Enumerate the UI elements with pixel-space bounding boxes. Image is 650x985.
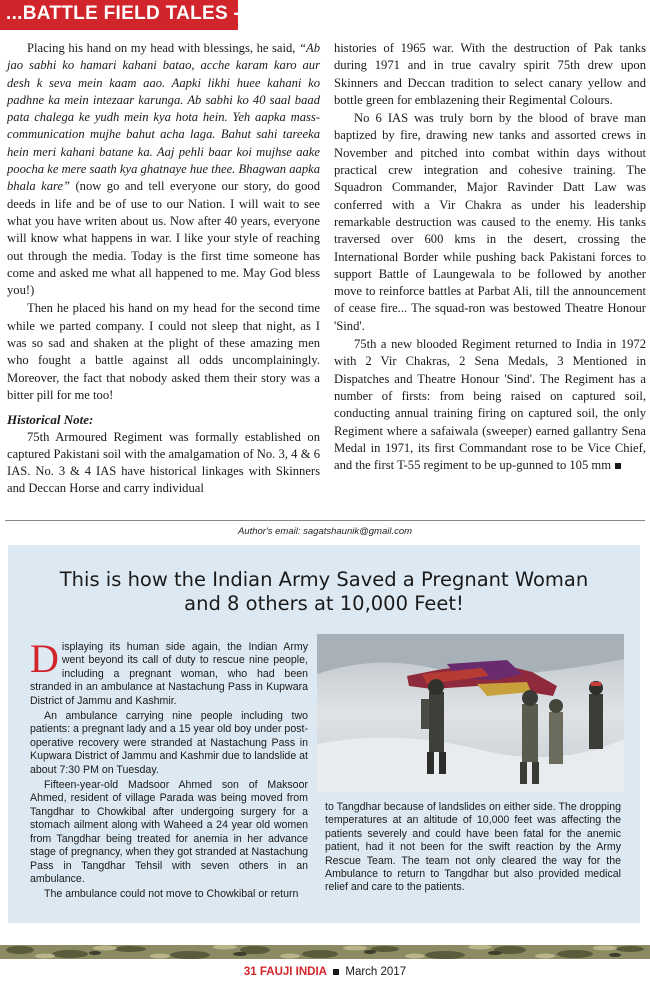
article-paragraph: Then he placed his hand on my head for the second time while we parted company. I could not sleep that night, as I was so sad and shaken at the plight of these amazing men who fought a battle against all odds uncomplainingly. Moreover, the fact that nobody asked them their story was a bitter pill for me too! bbox=[7, 301, 320, 402]
story-title bbox=[8, 568, 640, 616]
article-left-column bbox=[7, 40, 320, 498]
story-paragraph bbox=[30, 636, 308, 708]
author-email: Author's email: sagatshaunik@gmail.com bbox=[237, 526, 413, 537]
issue-date: March 2017 bbox=[345, 966, 407, 978]
paragraph-text: isplaying its human side again, the Indian Army went beyond its call of duty to rescue nine people, including a pregnant woman, who had been stranded in an ambulance at Nastachung Pass in Kupwara District of Jammu and Kashmir. bbox=[30, 641, 308, 707]
rescue-photo-illustration bbox=[317, 634, 624, 792]
divider bbox=[5, 520, 645, 521]
story-paragraph: An ambulance carrying nine people including two patients: a pregnant lady and a 15 year old boy under post-operative recovery were stranded at Nastachung Pass in Kupwara District of Jammu and Kashmir due to landslide at about 7:30 PM on Tuesday. bbox=[30, 710, 308, 776]
drop-cap: D bbox=[30, 636, 59, 681]
hindi-quote: “Ab jao sabhi ko hamari kahani batao, acche karam karo aur desh k seva mein kaam aao. Aapki likhi huee kahani ko padhne ka mein intezaar karunga. Ab sabhi ko 40 saal baad pata chalega ke yudh mein kya hota hein. Yeh aapka mass-communication mujhe bahut acha laga. Bahut sahi tareeka hein meri kahani batane ka. Aaj pehli baar koi mujhse aake poocha ke mere saath kya ghatnaye hue thee. Bhagwan aapka bhala kare” bbox=[7, 41, 320, 194]
story-left-column bbox=[30, 636, 308, 904]
section-title: ...BATTLE FIELD TALES - 9 bbox=[6, 3, 257, 24]
paragraph-text: Placing his hand on my head with blessings, he said, bbox=[27, 41, 299, 55]
page-number: 31 bbox=[243, 966, 257, 978]
article-paragraph: No 6 IAS was truly born by the blood of brave man baptized by fire, drawing new tanks and assorted crews in November and pitched into combat within days without practical crew integration and cohesive training. The Squadron Commander, Major Ravinder Datt Law was conferred with a Vir Chakra as under his leadership remarkable destruction was caused to the enemy. His tanks traversed over 600 kms in the desert, crossing the International Border while pushing back Pakistani forces to support Battle of Laungewala to be followed by another move to reinforce battles at Parbat Ali, till the announcement of cease fire... The squad-ron was bestowed Theatre Honour 'Sind'. bbox=[334, 111, 646, 333]
historical-note-heading: Historical Note: bbox=[7, 412, 94, 428]
story-box bbox=[8, 545, 640, 923]
story-right-column bbox=[325, 801, 621, 895]
end-mark-icon bbox=[615, 463, 621, 469]
camouflage-strip bbox=[0, 945, 650, 959]
article-paragraph bbox=[7, 40, 320, 299]
article-paragraph: 75th Armoured Regiment was formally established on captured Pakistani soil with the amalgamation of No. 3, 4 & 6 IAS. No. 3 & 4 IAS have historical linkages with Skinners and Deccan Horse and carry individual bbox=[7, 429, 320, 496]
paragraph-text: (now go and tell everyone our story, do good deeds in life and be of use to our Nation. I will wait to see what you have writen about us. Now after 40 years, everyone will know what happens in war. I like your style of reaching out through the media. Today is the first time someone has come and asked me what all happened to me. May God bless you!) bbox=[7, 179, 320, 298]
article-right-column bbox=[334, 40, 646, 474]
section-header-band bbox=[0, 0, 257, 30]
story-paragraph: Fifteen-year-old Madsoor Ahmed son of Maksoor Ahmed, resident of village Parada was being moved from Tangdhar to Chowkibal after undergoing surgery for a stomach ailment along with Waheed a 24 year old women from Tangdhar being treated for anemia in her advance stage of pregnancy, when they got stranded at Nastachung Pass in Tangdhar Tehsil with seven others in an ambulance. bbox=[30, 779, 308, 885]
story-paragraph: to Tangdhar because of landslides on either side. The dropping temperatures at an altitude of 10,000 feet was affecting the patients severely and could have been fatal for the anemic patient, had it not been for the swift reaction by the Army Rescue Team. The team not only cleared the way for the Ambulance to return to Tangdhar but also provided medical relief and care to the patients. bbox=[325, 801, 621, 894]
page-footer bbox=[0, 966, 650, 978]
story-title-line: and 8 others at 10,000 Feet! bbox=[184, 592, 464, 615]
footer-separator-icon bbox=[333, 969, 339, 975]
story-paragraph: The ambulance could not move to Chowkibal or return bbox=[44, 888, 299, 901]
magazine-name: FAUJI INDIA bbox=[259, 966, 327, 978]
story-title-line: This is how the Indian Army Saved a Pregnant Woman bbox=[59, 568, 589, 591]
article-paragraph: histories of 1965 war. With the destruction of Pak tanks during 1971 and in true cavalry spirit 75th drew upon Skinners and Deccan tradition to select canary yellow and bottle green for emblazening their Regimental Colours. bbox=[334, 41, 646, 107]
paragraph-text: 75th a new blooded Regiment returned to India in 1972 with 2 Vir Chakras, 2 Sena Medals, 3 Mentioned in Dispatches and Theatre Honour 'Sind'. The Regiment has a number of firsts: from being raised on captured soil, conducting annual training firing on captured soil, the only Regiment where a safaiwala (sweeper) earned gallantry Sena Medal in 1971, its first Commandant rose to be Vice Chief, and the first T-55 regiment to be up-gunned to 105 mm bbox=[334, 337, 646, 473]
article-paragraph bbox=[334, 336, 646, 474]
rescue-photo bbox=[317, 634, 624, 792]
